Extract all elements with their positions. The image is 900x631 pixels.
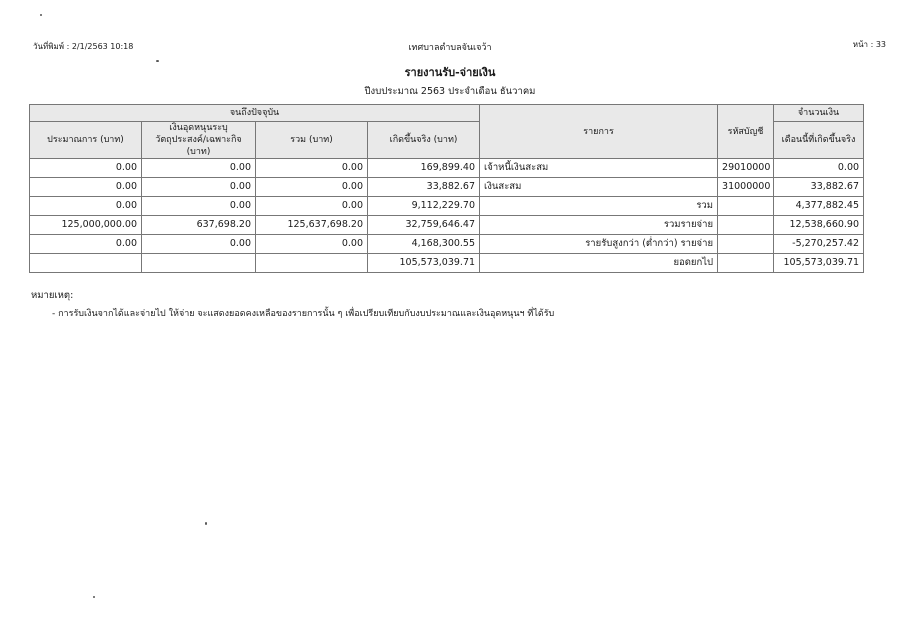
scan-speck	[205, 522, 207, 525]
header-actual: เกิดขึ้นจริง (บาท)	[368, 122, 480, 159]
cell-amount: 12,538,660.90	[774, 216, 864, 235]
cell-actual: 169,899.40	[368, 159, 480, 178]
cell-item: รวมรายจ่าย	[480, 216, 718, 235]
cell-actual: 105,573,039.71	[368, 254, 480, 273]
cell-amount: 4,377,882.45	[774, 197, 864, 216]
scan-speck	[156, 60, 159, 62]
cell-actual: 33,882.67	[368, 178, 480, 197]
header-item: รายการ	[480, 105, 718, 159]
cell-grant: 0.00	[142, 197, 256, 216]
cell-total: 0.00	[256, 235, 368, 254]
header-account-code: รหัสบัญชี	[718, 105, 774, 159]
table-row	[30, 235, 864, 254]
cell-actual: 32,759,646.47	[368, 216, 480, 235]
cell-account-code	[718, 235, 774, 254]
cell-item: ยอดยกไป	[480, 254, 718, 273]
cell-total: 0.00	[256, 159, 368, 178]
cell-item: รายรับสูงกว่า (ต่ำกว่า) รายจ่าย	[480, 235, 718, 254]
cell-budget: 0.00	[30, 197, 142, 216]
table-row	[30, 197, 864, 216]
report-subtitle: ปีงบประมาณ 2563 ประจำเดือน ธันวาคม	[364, 86, 536, 97]
cell-budget: 125,000,000.00	[30, 216, 142, 235]
header-to-date: จนถึงปัจจุบัน	[30, 105, 480, 122]
notes-title: หมายเหตุ:	[31, 290, 74, 301]
cell-account-code	[718, 254, 774, 273]
print-date: วันที่พิมพ์ : 2/1/2563 10:18	[33, 42, 134, 51]
cell-account-code: 31000000	[718, 178, 774, 197]
cell-amount: 33,882.67	[774, 178, 864, 197]
cell-budget: 0.00	[30, 178, 142, 197]
cell-grant: 0.00	[142, 159, 256, 178]
table-row	[30, 254, 864, 273]
table-row	[30, 178, 864, 197]
cell-account-code	[718, 216, 774, 235]
scan-speck	[40, 14, 42, 16]
table-row	[30, 216, 864, 235]
cell-total: 125,637,698.20	[256, 216, 368, 235]
cell-item: รวม	[480, 197, 718, 216]
cell-total	[256, 254, 368, 273]
cell-budget: 0.00	[30, 159, 142, 178]
cell-total: 0.00	[256, 197, 368, 216]
cell-grant	[142, 254, 256, 273]
cell-total: 0.00	[256, 178, 368, 197]
cell-item: เจ้าหนี้เงินสะสม	[480, 159, 718, 178]
cell-budget	[30, 254, 142, 273]
cell-grant: 0.00	[142, 178, 256, 197]
cell-actual: 4,168,300.55	[368, 235, 480, 254]
cell-amount: 105,573,039.71	[774, 254, 864, 273]
cell-grant: 0.00	[142, 235, 256, 254]
report-title: รายงานรับ-จ่ายเงิน	[404, 66, 496, 79]
scan-speck	[93, 596, 95, 598]
cell-budget: 0.00	[30, 235, 142, 254]
header-grant: เงินอุดหนุนระบุวัตถุประสงค์/เฉพาะกิจ (บาท)	[142, 122, 256, 159]
notes-body: - การรับเงินจากได้และจ่ายไป ให้จ่าย จะแสดงยอดคงเหลือของรายการนั้น ๆ เพื่อเปรียบเทียบกับงบประมาณและเงินอุดหนุนฯ ที่ได้รับ	[52, 309, 555, 319]
header-amount-month: เดือนนี้ที่เกิดขึ้นจริง	[774, 122, 864, 159]
cell-grant: 637,698.20	[142, 216, 256, 235]
cell-amount: 0.00	[774, 159, 864, 178]
page-number: หน้า : 33	[852, 40, 886, 49]
cell-account-code	[718, 197, 774, 216]
table-row	[30, 159, 864, 178]
header-amount: จำนวนเงิน	[774, 105, 864, 122]
organization-name: เทศบาลตำบลจันเจว้า	[408, 43, 492, 53]
cell-account-code: 29010000	[718, 159, 774, 178]
header-budget: ประมาณการ (บาท)	[30, 122, 142, 159]
header-total: รวม (บาท)	[256, 122, 368, 159]
cell-amount: -5,270,257.42	[774, 235, 864, 254]
receipt-payment-table	[29, 104, 864, 273]
cell-item: เงินสะสม	[480, 178, 718, 197]
cell-actual: 9,112,229.70	[368, 197, 480, 216]
